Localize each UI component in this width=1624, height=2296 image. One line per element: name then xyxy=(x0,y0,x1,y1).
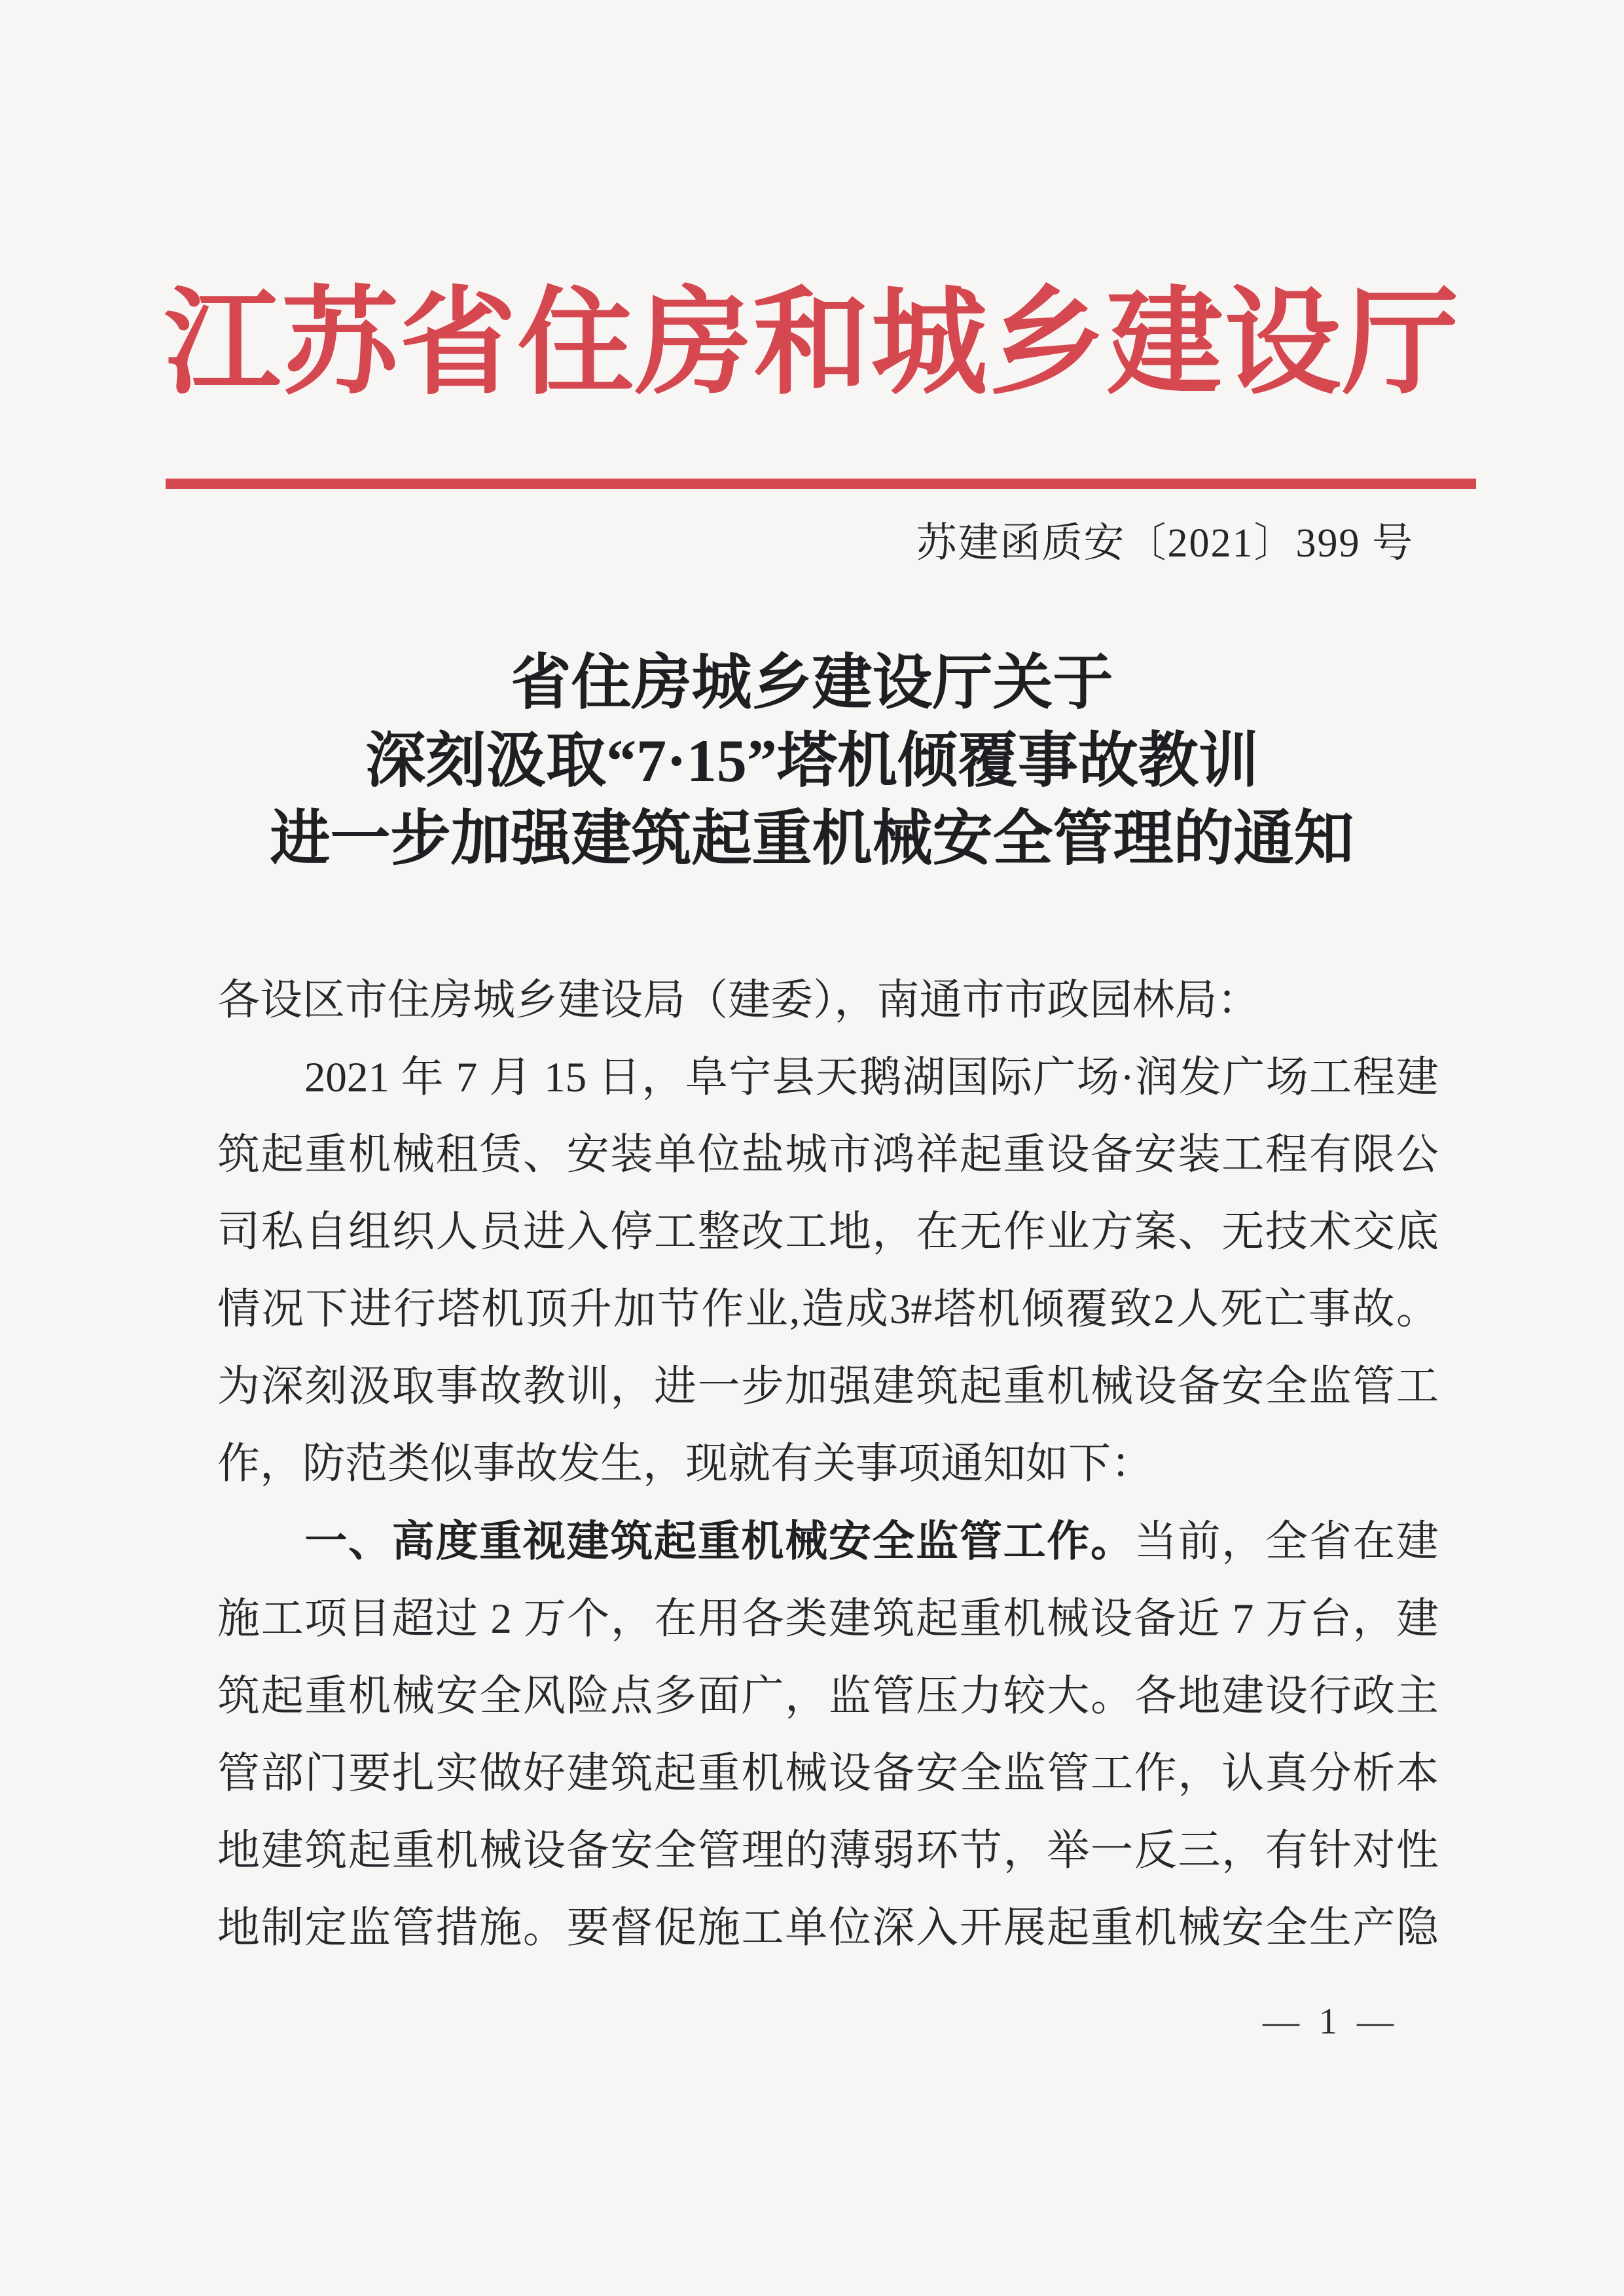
body-line: 管部门要扎实做好建筑起重机械设备安全监管工作，认真分析本 xyxy=(217,1750,1439,1797)
section-heading-bold: 一、高度重视建筑起重机械安全监管工作。 xyxy=(217,1517,1134,1565)
title-line-3: 进一步加强建筑起重机械安全管理的通知 xyxy=(270,805,1354,872)
salutation: 各设区市住房城乡建设局（建委），南通市市政园林局： xyxy=(217,977,1260,1024)
body-line: 司私自组织人员进入停工整改工地，在无作业方案、无技术交底 xyxy=(217,1209,1439,1256)
document-number: 苏建函质安〔2021〕399 号 xyxy=(916,521,1414,566)
body-line: 2021 年 7 月 15 日，阜宁县天鹅湖国际广场·润发广场工程建 xyxy=(217,1054,1439,1101)
title-line-1: 省住房城乡建设厅关于 xyxy=(511,649,1113,716)
body-line xyxy=(217,1503,1439,1580)
body-line: 情况下进行塔机顶升加节作业,造成3#塔机倾覆致2人死亡事故。 xyxy=(217,1286,1439,1333)
page-number: — 1 — xyxy=(1263,2001,1399,2042)
body-line: 地制定监管措施。要督促施工单位深入开展起重机械安全生产隐 xyxy=(217,1904,1439,1952)
notice-title xyxy=(0,644,1624,878)
body-line: 筑起重机械安全风险点多面广，监管压力较大。各地建设行政主 xyxy=(217,1673,1439,1720)
body-line-text: 当前，全省在建 xyxy=(1134,1518,1439,1565)
body-line: 施工项目超过 2 万个，在用各类建筑起重机械设备近 7 万台，建 xyxy=(217,1595,1439,1643)
agency-name: 江苏省住房和城乡建设厅 xyxy=(164,279,1460,409)
title-line-2: 深刻汲取“7·15”塔机倾覆事故教训 xyxy=(365,727,1259,794)
body-line: 筑起重机械租赁、安装单位盐城市鸿祥起重设备安装工程有限公 xyxy=(217,1131,1439,1178)
document-body xyxy=(217,962,1439,1967)
body-line: 为深刻汲取事故教训，进一步加强建筑起重机械设备安全监管工 xyxy=(217,1363,1439,1410)
body-line: 地建筑起重机械设备安全管理的薄弱环节，举一反三，有针对性 xyxy=(217,1827,1439,1874)
body-line: 作，防范类似事故发生，现就有关事项通知如下： xyxy=(217,1440,1154,1487)
header-divider xyxy=(166,479,1476,489)
